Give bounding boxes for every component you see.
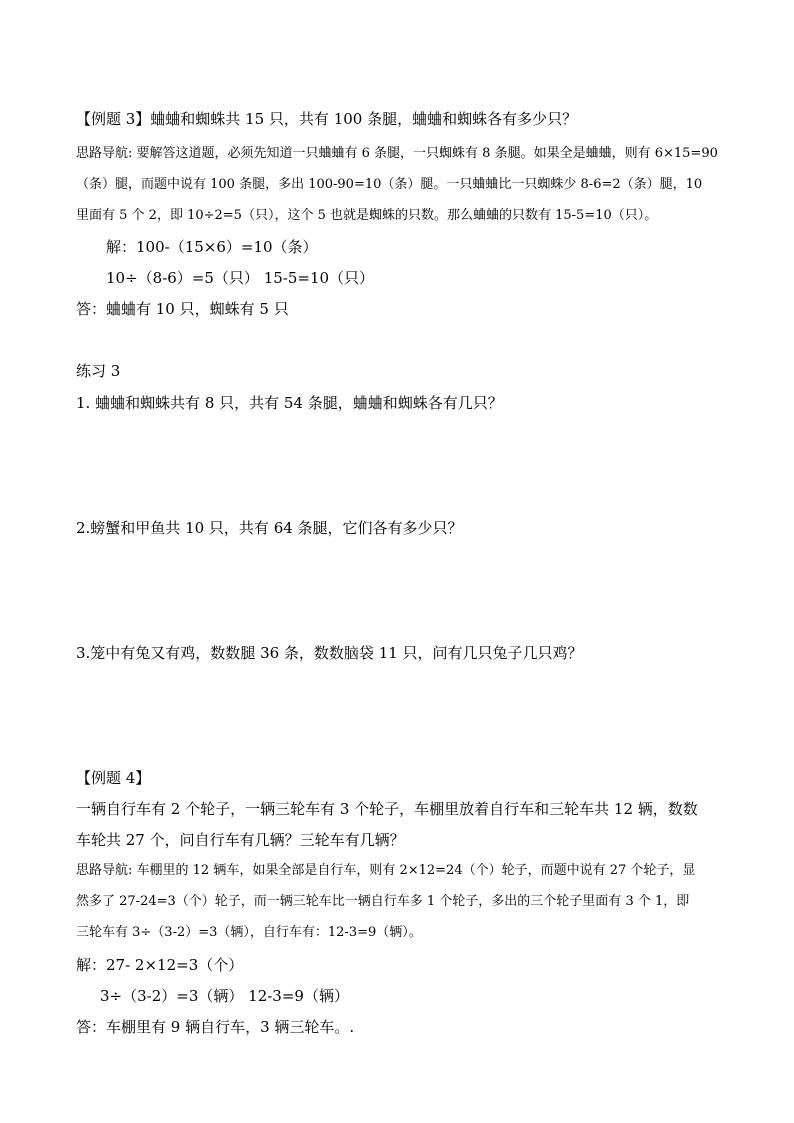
example4-problem-line-1: 一辆自行车有 2 个轮子，一辆三轮车有 3 个轮子，车棚里放着自行车和三轮车共 12 辆，数数	[76, 800, 698, 818]
example4-thinking-line-2: 然多了 27-24=3（个）轮子，而一辆三轮车比一辆自行车多 1 个轮子，多出的三个轮子里面有 3 个 1，即	[76, 894, 690, 909]
example4-problem-line-2: 车轮共 27 个，问自行车有几辆？三轮车有几辆？	[76, 831, 405, 849]
example4-title: 【例题 4】	[76, 769, 151, 787]
example3-thinking-line-2: （条）腿，而题中说有 100 条腿，多出 100-90=10（条）腿。一只蛐蛐比一只蜘蛛少 8-6=2（条）腿，10	[76, 177, 703, 192]
example4-answer: 答：车棚里有 9 辆自行车，3 辆三轮车。.	[76, 1018, 355, 1036]
example3-solution-line-1: 解：100-（15×6）=10（条）	[106, 238, 318, 256]
practice3-question-1: 1. 蛐蛐和蜘蛛共有 8 只，共有 54 条腿，蛐蛐和蜘蛛各有几只？	[76, 394, 503, 412]
example3-title: 【例题 3】蛐蛐和蜘蛛共 15 只，共有 100 条腿，蛐蛐和蜘蛛各有多少只？	[76, 110, 578, 128]
example3-thinking-line-1: 思路导航: 要解答这道题，必须先知道一只蛐蛐有 6 条腿，一只蜘蛛有 8 条腿。如果全是蛐蛐，则有 6×15=90	[76, 146, 718, 161]
practice3-question-2: 2.螃蟹和甲鱼共 10 只，共有 64 条腿，它们各有多少只？	[76, 519, 463, 537]
example3-answer: 答：蛐蛐有 10 只，蜘蛛有 5 只	[76, 300, 289, 318]
practice3-heading: 练习 3	[76, 362, 121, 380]
example4-thinking-line-3: 三轮车有 3÷（3-2）=3（辆），自行车有：12-3=9（辆）。	[76, 925, 422, 940]
example4-solution-line-2: 3÷（3-2）=3（辆） 12-3=9（辆）	[100, 987, 349, 1005]
example3-thinking-line-3: 里面有 5 个 2，即 10÷2=5（只），这个 5 也就是蜘蛛的只数。那么蛐蛐的只数有 15-5=10（只）。	[76, 208, 658, 223]
example3-solution-line-2: 10÷（8-6）=5（只） 15-5=10（只）	[106, 269, 375, 287]
example4-solution-line-1: 解：27- 2×12=3（个）	[76, 956, 244, 974]
example4-thinking-line-1: 思路导航: 车棚里的 12 辆车，如果全部是自行车，则有 2×12=24（个）轮子，而题中说有 27 个轮子，显	[76, 863, 696, 878]
practice3-question-3: 3.笼中有兔又有鸡，数数腿 36 条，数数脑袋 11 只，问有几只兔子几只鸡？	[76, 644, 583, 662]
